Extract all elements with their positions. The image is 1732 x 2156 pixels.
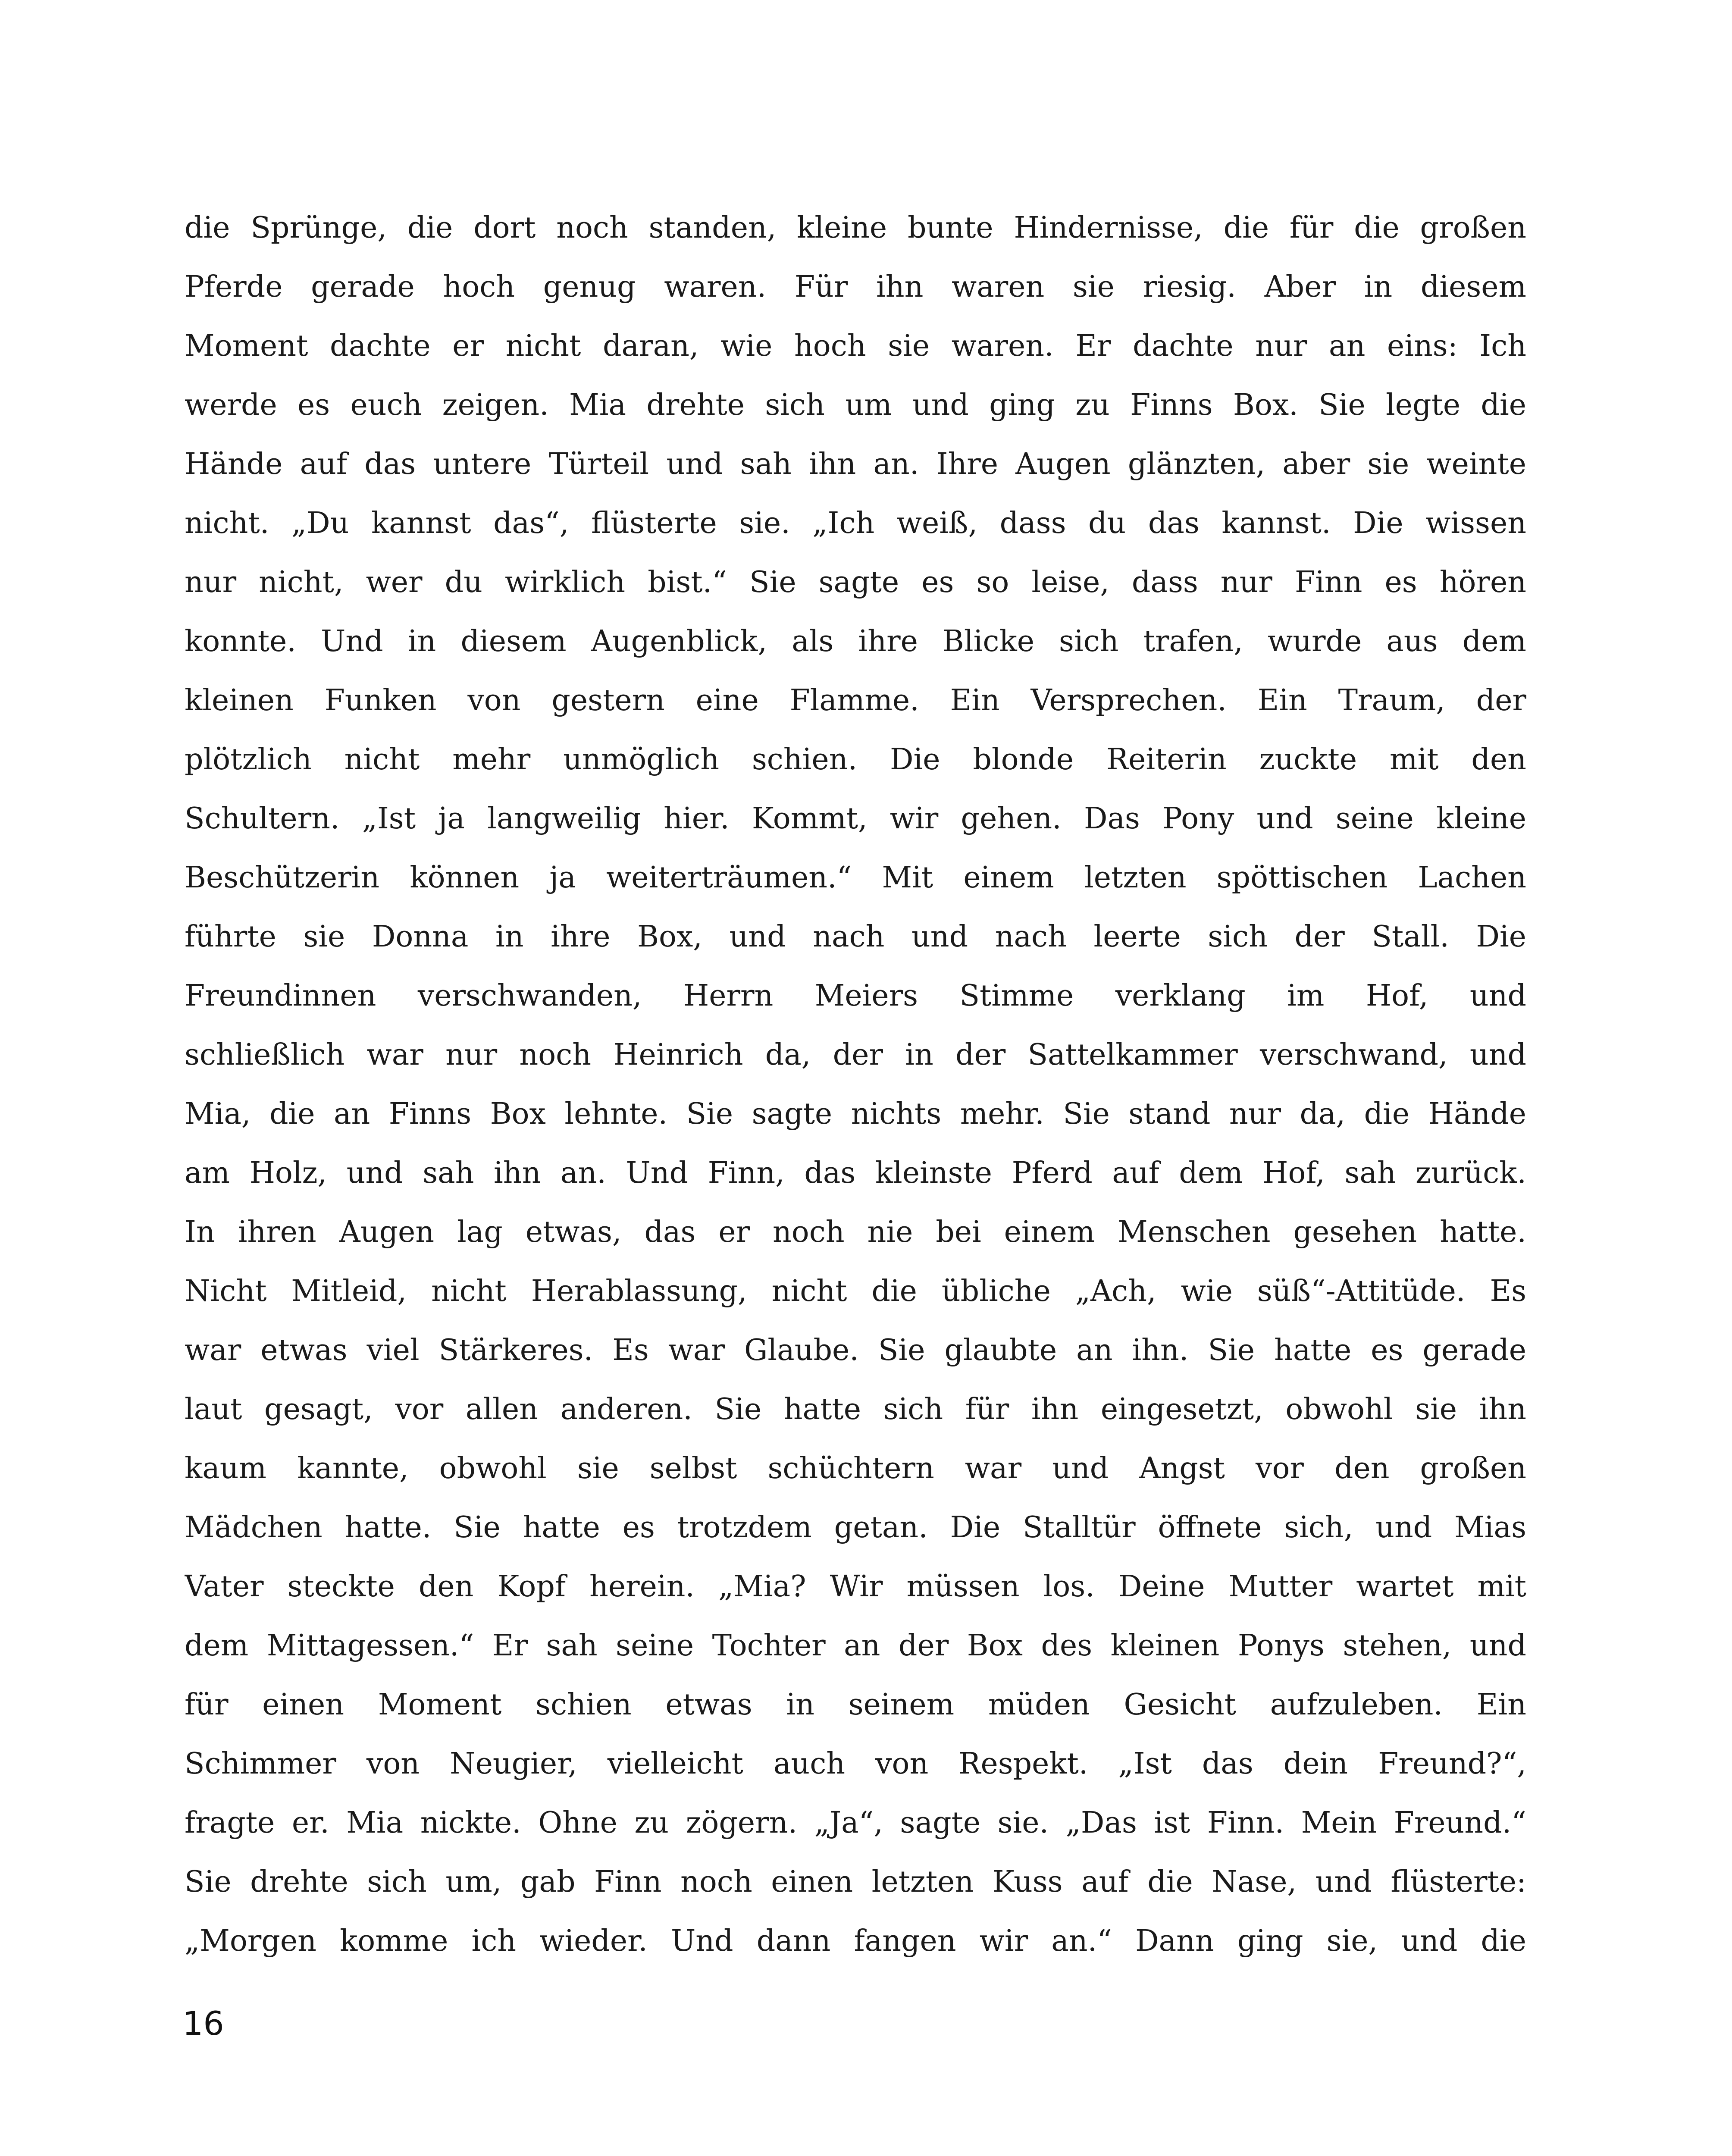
text-line: Schultern. „Ist ja langweilig hier. Kommt, wir gehen. Das Pony und seine kleine (185, 802, 1526, 836)
text-line: Freundinnen verschwanden, Herrn Meiers Stimme verklang im Hof, und (185, 979, 1526, 1013)
text-line: Beschützerin können ja weiterträumen.“ Mit einem letzten spöttischen Lachen (185, 861, 1526, 895)
text-line: war etwas viel Stärkeres. Es war Glaube. Sie glaubte an ihn. Sie hatte es gerade (185, 1333, 1526, 1367)
text-line: konnte. Und in diesem Augenblick, als ihre Blicke sich trafen, wurde aus dem (185, 624, 1526, 658)
page-number: 16 (182, 2004, 224, 2043)
text-line: laut gesagt, vor allen anderen. Sie hatte sich für ihn eingesetzt, obwohl sie ihn (185, 1392, 1526, 1426)
text-line: fragte er. Mia nickte. Ohne zu zögern. „Ja“, sagte sie. „Das ist Finn. Mein Freund.“ (185, 1806, 1526, 1840)
text-line: für einen Moment schien etwas in seinem müden Gesicht aufzuleben. Ein (185, 1688, 1526, 1722)
text-line: nicht. „Du kannst das“, flüsterte sie. „Ich weiß, dass du das kannst. Die wissen (185, 506, 1526, 540)
text-line: führte sie Donna in ihre Box, und nach und nach leerte sich der Stall. Die (185, 920, 1526, 954)
text-line: am Holz, und sah ihn an. Und Finn, das kleinste Pferd auf dem Hof, sah zurück. (185, 1156, 1526, 1190)
text-line: plötzlich nicht mehr unmöglich schien. Die blonde Reiterin zuckte mit den (185, 743, 1526, 777)
text-line: Pferde gerade hoch genug waren. Für ihn waren sie riesig. Aber in diesem (185, 270, 1526, 304)
text-line: schließlich war nur noch Heinrich da, der in der Sattelkammer verschwand, und (185, 1038, 1526, 1072)
text-line: Schimmer von Neugier, vielleicht auch von Respekt. „Ist das dein Freund?“, (185, 1747, 1526, 1781)
text-line: „Morgen komme ich wieder. Und dann fangen wir an.“ Dann ging sie, und die (185, 1924, 1526, 1958)
text-line: Moment dachte er nicht daran, wie hoch sie waren. Er dachte nur an eins: Ich (185, 329, 1526, 363)
text-line: Nicht Mitleid, nicht Herablassung, nicht die übliche „Ach, wie süß“-Attitüde. Es (185, 1274, 1526, 1308)
text-line: kleinen Funken von gestern eine Flamme. Ein Versprechen. Ein Traum, der (185, 683, 1526, 718)
text-line: werde es euch zeigen. Mia drehte sich um und ging zu Finns Box. Sie legte die (185, 388, 1526, 422)
text-line: Sie drehte sich um, gab Finn noch einen letzten Kuss auf die Nase, und flüsterte: (185, 1865, 1526, 1899)
text-line: Mädchen hatte. Sie hatte es trotzdem getan. Die Stalltür öffnete sich, und Mias (185, 1510, 1526, 1545)
text-line: nur nicht, wer du wirklich bist.“ Sie sagte es so leise, dass nur Finn es hören (185, 565, 1526, 599)
text-line: Mia, die an Finns Box lehnte. Sie sagte nichts mehr. Sie stand nur da, die Hände (185, 1097, 1526, 1131)
text-line: kaum kannte, obwohl sie selbst schüchtern war und Angst vor den großen (185, 1451, 1526, 1485)
text-line: Vater steckte den Kopf herein. „Mia? Wir müssen los. Deine Mutter wartet mit (185, 1570, 1526, 1604)
text-line: dem Mittagessen.“ Er sah seine Tochter an der Box des kleinen Ponys stehen, und (185, 1629, 1526, 1663)
body-text (185, 198, 1526, 1971)
text-line: In ihren Augen lag etwas, das er noch nie bei einem Menschen gesehen hatte. (185, 1215, 1526, 1249)
text-line: die Sprünge, die dort noch standen, kleine bunte Hindernisse, die für die großen (185, 211, 1526, 245)
text-line: Hände auf das untere Türteil und sah ihn an. Ihre Augen glänzten, aber sie weinte (185, 447, 1526, 481)
